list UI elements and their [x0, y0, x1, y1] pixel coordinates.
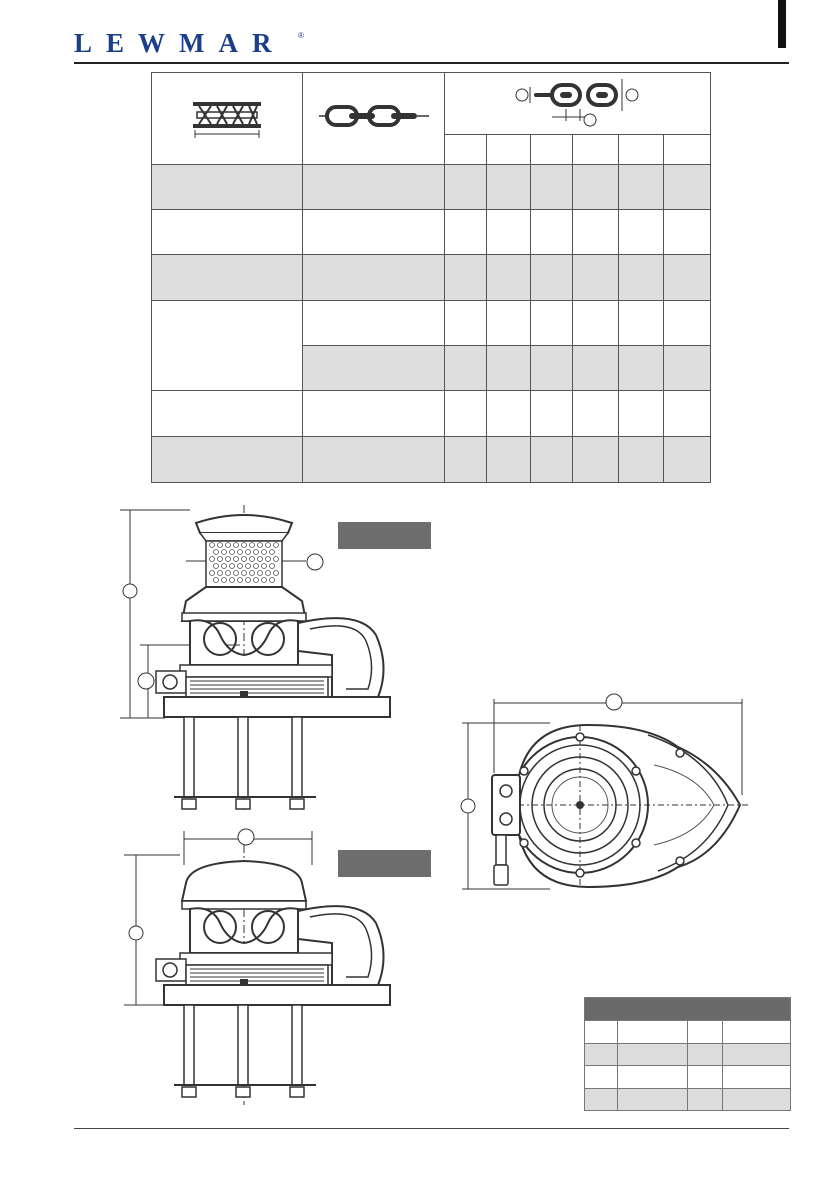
- table-cell: [445, 346, 487, 391]
- table-cell: [152, 391, 303, 437]
- chain-header-cell: [303, 73, 445, 165]
- table-cell: [688, 1088, 723, 1111]
- table-cell: [573, 391, 619, 437]
- table-cell: [585, 1043, 618, 1066]
- dimension-callout-icon: [606, 694, 622, 710]
- table-cell: [688, 1021, 723, 1044]
- subheader-cell: [619, 135, 664, 165]
- table-cell: [688, 1043, 723, 1066]
- chain-dimension-header-cell: [445, 73, 711, 135]
- table-cell: [723, 1066, 791, 1089]
- table-cell: [688, 1066, 723, 1089]
- subheader-cell: [487, 135, 531, 165]
- table-cell: [445, 165, 487, 210]
- table-cell: [619, 346, 664, 391]
- table-row: [152, 391, 711, 437]
- table-cell: [573, 210, 619, 255]
- mini-table: [584, 997, 791, 1111]
- table-cell: [445, 437, 487, 483]
- mini-table-header: [585, 998, 791, 1021]
- logo-wordmark: LEWMAR: [74, 28, 286, 58]
- table-cell: [618, 1066, 688, 1089]
- table-cell: [585, 1066, 618, 1089]
- table-cell: [573, 346, 619, 391]
- table-cell: [619, 255, 664, 301]
- table-cell: [303, 346, 445, 391]
- table-cell: [487, 437, 531, 483]
- windlass-side-view-no-drum: [120, 825, 420, 1105]
- table-cell: [723, 1088, 791, 1111]
- table-row: [585, 1066, 791, 1089]
- table-row: [152, 210, 711, 255]
- table-row: [152, 301, 711, 346]
- table-cell: [152, 165, 303, 210]
- table-cell: [664, 301, 711, 346]
- table-cell: [531, 165, 573, 210]
- table-cell: [619, 301, 664, 346]
- dimension-callout-icon: [461, 799, 475, 813]
- table-cell: [487, 255, 531, 301]
- table-cell: [573, 437, 619, 483]
- table-cell: [664, 255, 711, 301]
- subheader-cell: [573, 135, 619, 165]
- table-cell: [303, 391, 445, 437]
- table-cell: [664, 165, 711, 210]
- dimension-callout-icon: [123, 584, 137, 598]
- table-cell: [619, 210, 664, 255]
- table-cell: [487, 165, 531, 210]
- table-cell: [487, 346, 531, 391]
- chain-dimension-icon: [508, 73, 648, 129]
- table-row: [152, 437, 711, 483]
- gypsy-header-cell: [152, 73, 303, 165]
- windlass-side-view-with-drum: [120, 505, 420, 815]
- table-cell: [619, 165, 664, 210]
- table-row: [585, 1043, 791, 1066]
- table-cell: [152, 210, 303, 255]
- table-cell: [618, 1021, 688, 1044]
- table-cell: [618, 1088, 688, 1111]
- table-cell: [303, 301, 445, 346]
- table-cell: [445, 301, 487, 346]
- table-cell: [445, 255, 487, 301]
- table-cell: [531, 301, 573, 346]
- table-cell: [303, 165, 445, 210]
- table-cell: [531, 346, 573, 391]
- table-cell: [531, 437, 573, 483]
- table-cell: [723, 1021, 791, 1044]
- table-cell: [152, 255, 303, 301]
- table-row: [152, 255, 711, 301]
- table-cell: [152, 437, 303, 483]
- subheader-cell: [445, 135, 487, 165]
- table-cell: [664, 346, 711, 391]
- dimension-callout-icon: [129, 926, 143, 940]
- subheader-cell: [531, 135, 573, 165]
- table-cell: [618, 1043, 688, 1066]
- dimension-callout-icon: [307, 554, 323, 570]
- table-cell: [619, 391, 664, 437]
- table-cell: [487, 391, 531, 437]
- table-cell: [303, 255, 445, 301]
- table-cell: [585, 1021, 618, 1044]
- table-cell: [487, 210, 531, 255]
- gypsy-icon: [187, 94, 267, 138]
- table-cell: [664, 210, 711, 255]
- table-cell: [585, 1088, 618, 1111]
- spec-table: [151, 72, 711, 483]
- footer-rule: [74, 1128, 789, 1129]
- dimension-callout-icon: [238, 829, 254, 845]
- table-cell: [531, 391, 573, 437]
- table-cell-merged: [152, 301, 303, 391]
- table-row: [585, 1021, 791, 1044]
- table-cell: [664, 391, 711, 437]
- chain-link-icon: [319, 96, 429, 136]
- table-cell: [303, 210, 445, 255]
- page-edge-tab: [778, 0, 786, 48]
- table-cell: [664, 437, 711, 483]
- header-rule: [74, 62, 789, 64]
- windlass-plan-view: [458, 695, 758, 895]
- table-row: [585, 1088, 791, 1111]
- table-cell: [573, 165, 619, 210]
- subheader-cell: [664, 135, 711, 165]
- table-cell: [303, 437, 445, 483]
- registered-mark: ®: [298, 31, 304, 40]
- dimension-callout-icon: [138, 673, 154, 689]
- table-cell: [723, 1043, 791, 1066]
- table-cell: [531, 210, 573, 255]
- table-cell: [531, 255, 573, 301]
- table-cell: [487, 301, 531, 346]
- table-cell: [573, 255, 619, 301]
- table-row: [152, 165, 711, 210]
- table-cell: [619, 437, 664, 483]
- table-cell: [445, 391, 487, 437]
- lewmar-logo: [74, 28, 314, 58]
- table-cell: [573, 301, 619, 346]
- table-cell: [445, 210, 487, 255]
